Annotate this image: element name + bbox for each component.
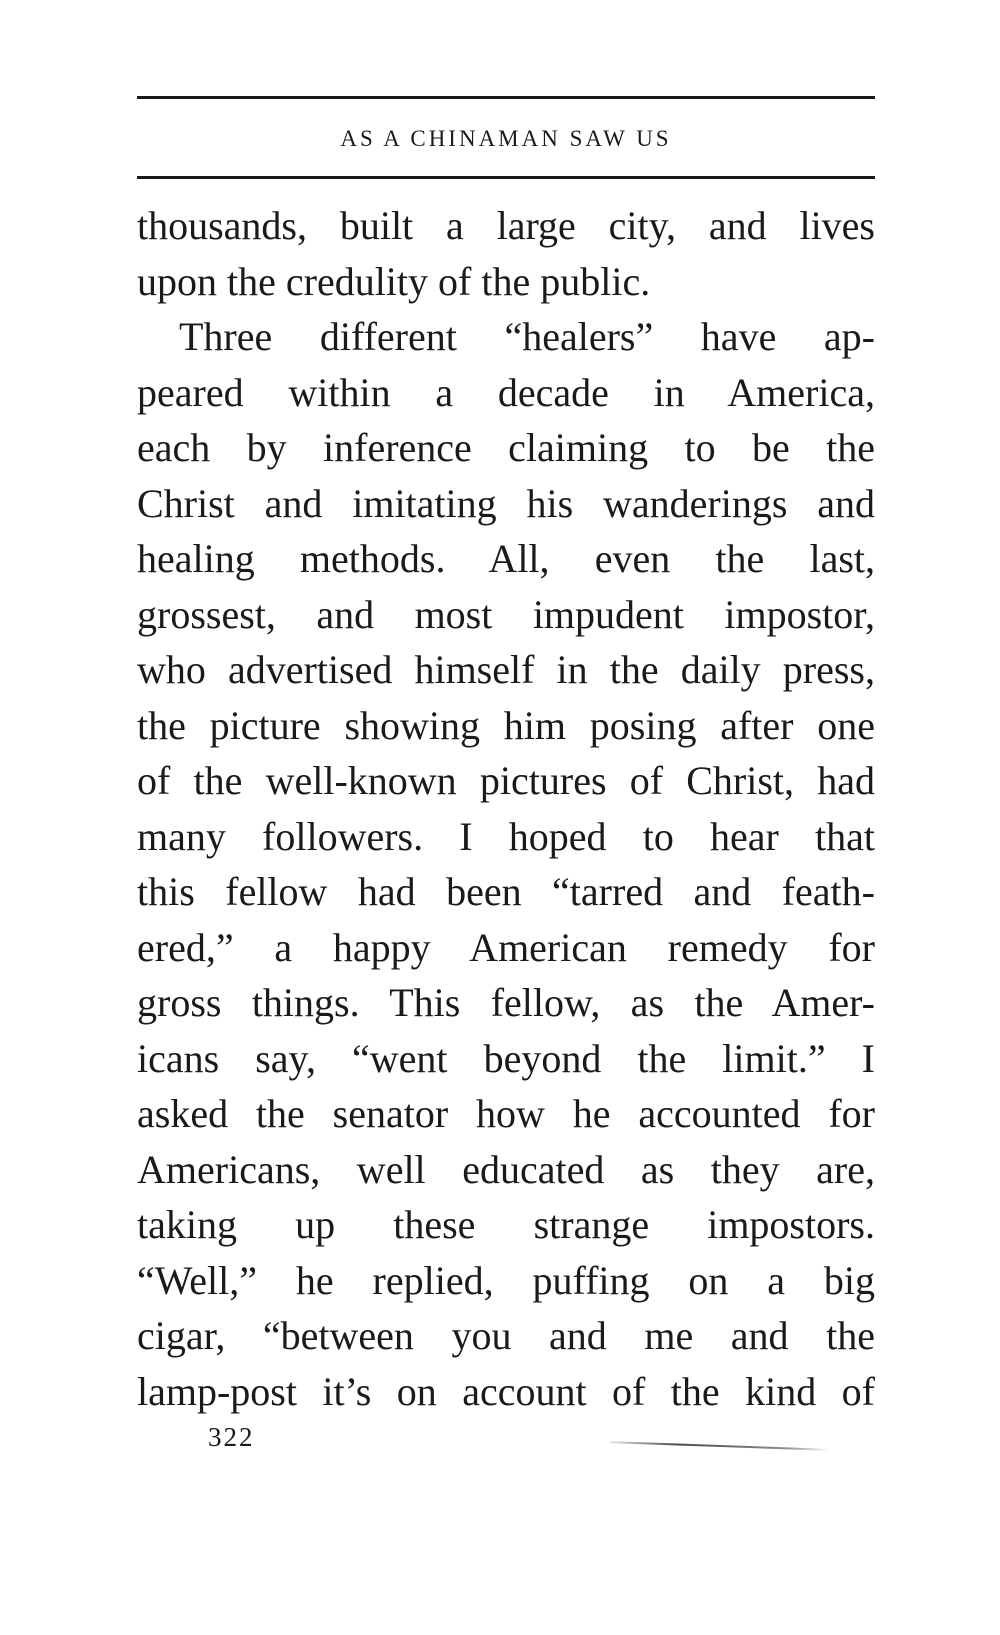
text-line: of the well-known pictures of Christ, had (137, 758, 875, 803)
text-line: peared within a decade in America, (137, 369, 875, 415)
header-rule-bottom (137, 176, 875, 179)
text-line: many followers. I hoped to hear that (137, 813, 875, 859)
page-number: 322 (208, 1422, 255, 1452)
text-line: taking up these strange impostors. (137, 1202, 875, 1247)
text-line: icans say, “went beyond the limit.” I (137, 1035, 875, 1081)
text-line: lamp-post it’s on account of the kind of (137, 1368, 875, 1414)
text-line: upon the credulity of the public. (137, 258, 651, 304)
text-line: asked the senator how he accounted for (137, 1091, 875, 1136)
text-line: this fellow had been “tarred and feath- (137, 869, 875, 914)
text-line: the picture showing him posing after one (137, 702, 875, 748)
text-line: healing methods. All, even the last, (137, 536, 875, 581)
text-line: gross things. This fellow, as the Amer- (137, 980, 875, 1025)
text-line: ered,” a happy American remedy for (137, 924, 875, 970)
text-line: Christ and imitating his wanderings and (137, 480, 875, 526)
text-line: thousands, built a large city, and lives (137, 203, 875, 248)
body-text (137, 198, 875, 1419)
text-line: grossest, and most impudent impostor, (137, 591, 875, 637)
text-line: Americans, well educated as they are, (137, 1146, 875, 1192)
text-line: Three different “healers” have ap- (179, 314, 875, 359)
ink-smudge (610, 1441, 830, 1451)
running-title: AS A CHINAMAN SAW US (340, 126, 672, 151)
text-line: who advertised himself in the daily press, (137, 647, 875, 692)
text-line: each by inference claiming to be the (137, 425, 875, 470)
text-line: “Well,” he replied, puffing on a big (137, 1257, 875, 1303)
text-line: cigar, “between you and me and the (137, 1313, 875, 1358)
header-rule-top (137, 96, 875, 99)
